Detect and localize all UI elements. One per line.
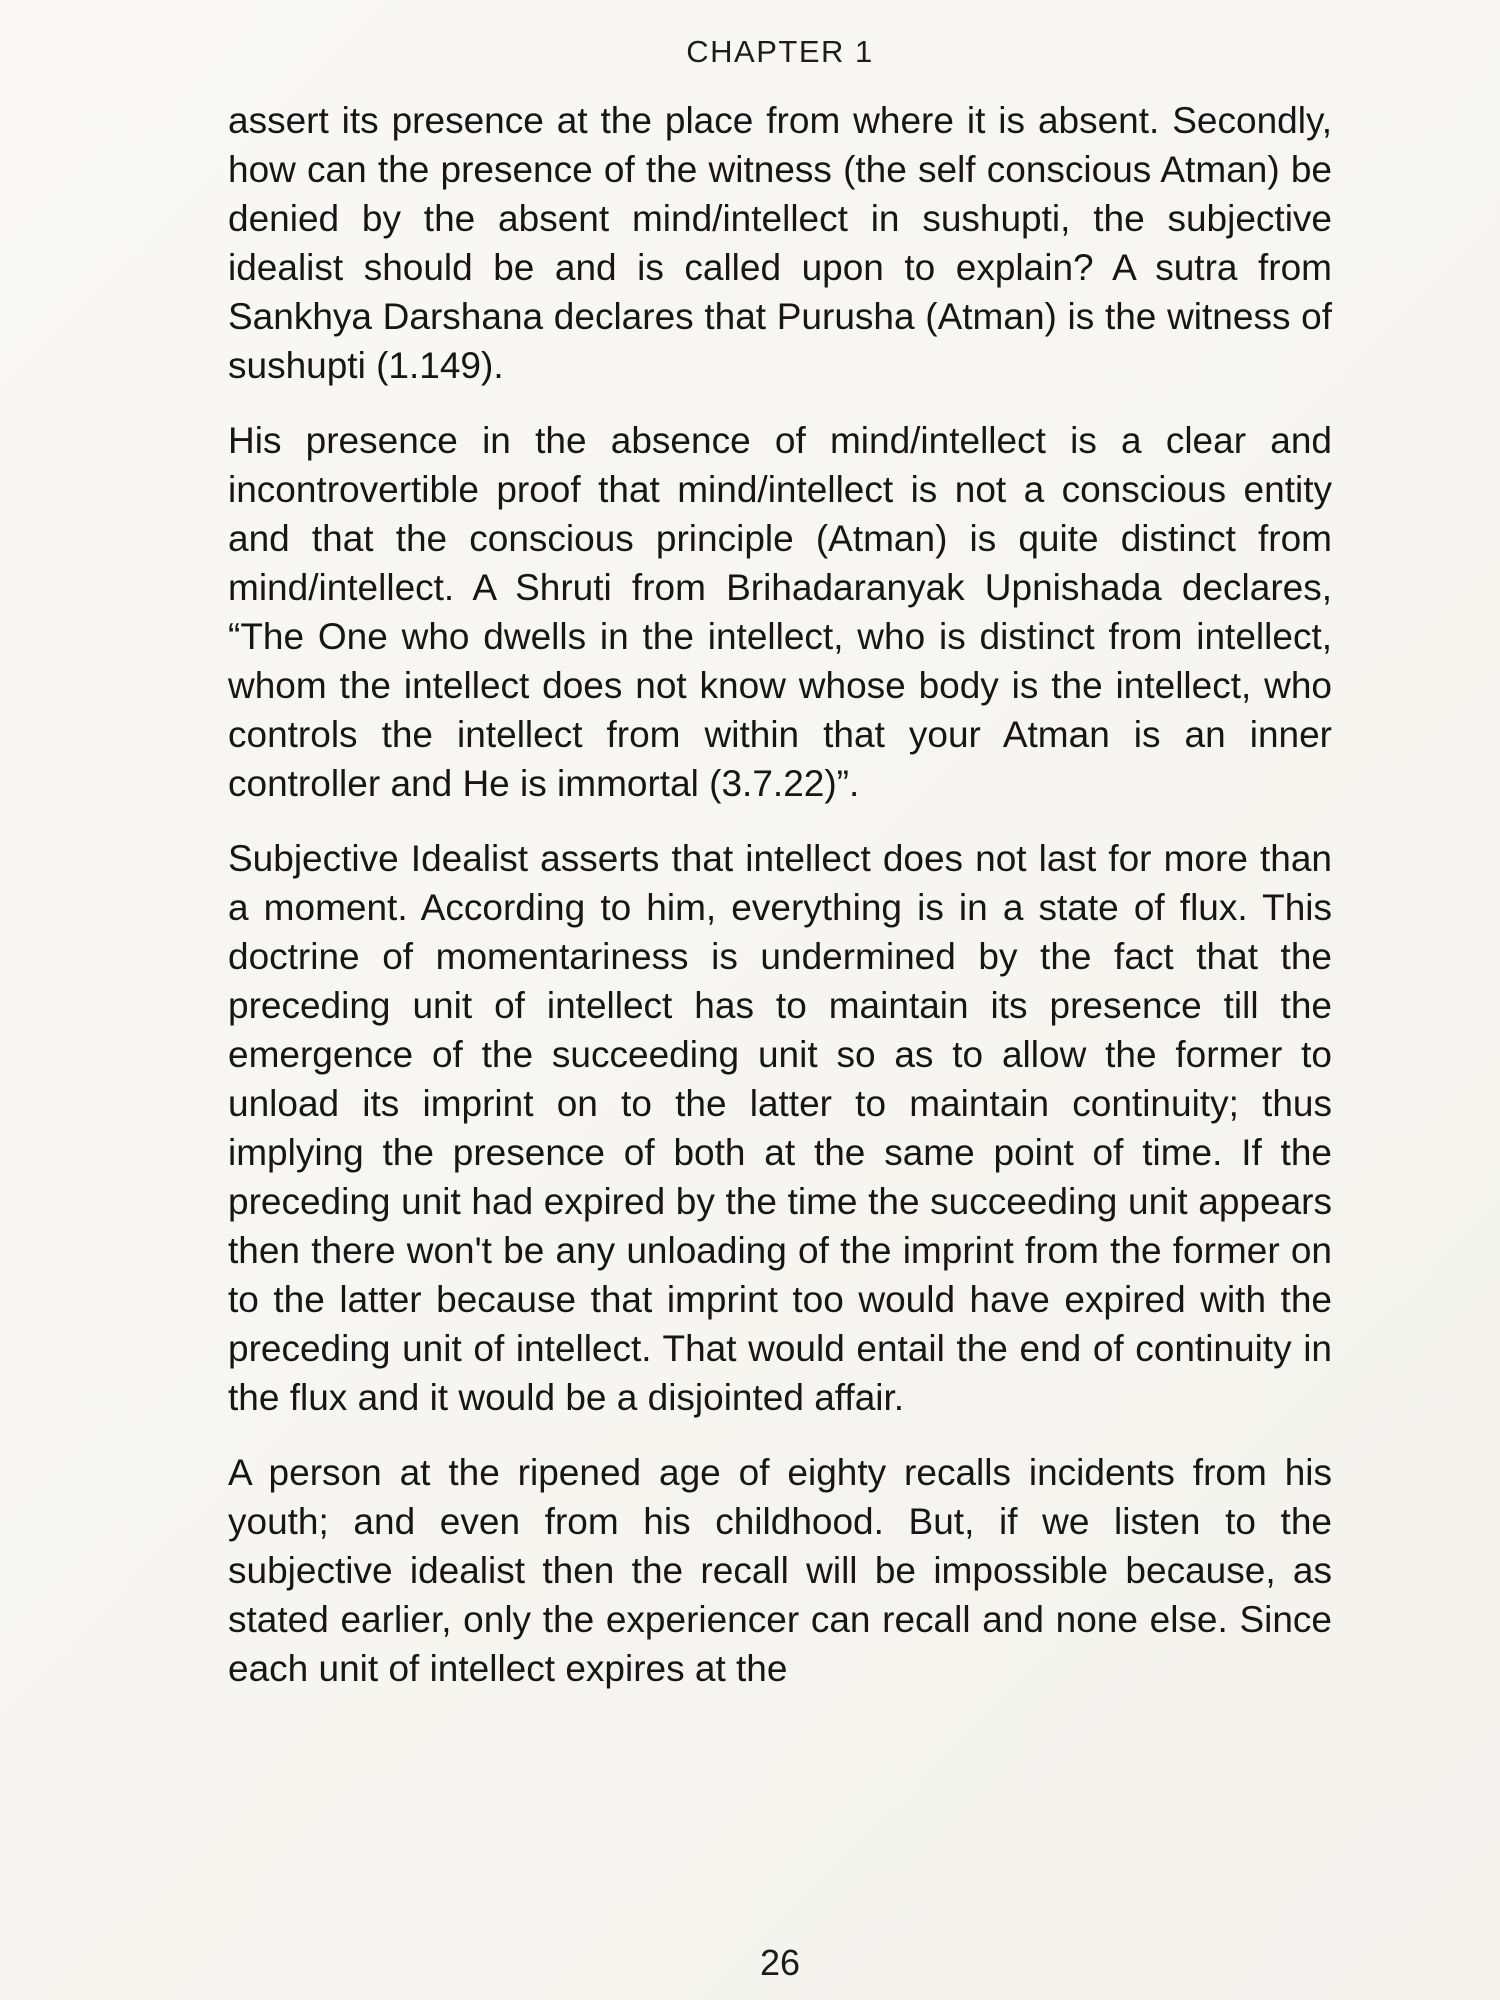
paragraph: Subjective Idealist asserts that intellect does not last for more than a moment. According to him, everything is in a state of flux. This doctrine of momentariness is undermined by the fact that the preceding unit of intellect has to maintain its presence till the emergence of the succeeding unit so as to allow the former to unload its imprint on to the latter to maintain continuity; thus implying the presence of both at the same point of time. If the preceding unit had expired by the time the succeeding unit appears then there won't be any unloading of the imprint from the former on to the latter because that imprint too would have expired with the preceding unit of intellect. That would entail the end of continuity in the flux and it would be a disjointed affair. [228, 838, 1332, 1418]
page-number: 26 [759, 1942, 801, 1983]
page-body-text [228, 96, 1332, 1719]
paragraph: assert its presence at the place from where it is absent. Secondly, how can the presence of the witness (the self conscious Atman) be denied by the absent mind/intellect in sushupti, the subjective idealist should be and is called upon to explain? A sutra from Sankhya Darshana declares that Purusha (Atman) is the witness of sushupti (1.149). [228, 100, 1332, 386]
chapter-header: CHAPTER 1 [686, 34, 874, 69]
paragraph: A person at the ripened age of eighty recalls incidents from his youth; and even from his childhood. But, if we listen to the subjective idealist then the recall will be impossible because, as stated earlier, only the experiencer can recall and none else. Since each unit of intellect expires at the [228, 1452, 1332, 1689]
paragraph: His presence in the absence of mind/intellect is a clear and incontrovertible proof that mind/intellect is not a conscious entity and that the conscious principle (Atman) is quite distinct from mind/intellect. A Shruti from Brihadaranyak Upnishada declares, “The One who dwells in the intellect, who is distinct from intellect, whom the intellect does not know whose body is the intellect, who controls the intellect from within that your Atman is an inner controller and He is immortal (3.7.22)”. [228, 420, 1332, 804]
